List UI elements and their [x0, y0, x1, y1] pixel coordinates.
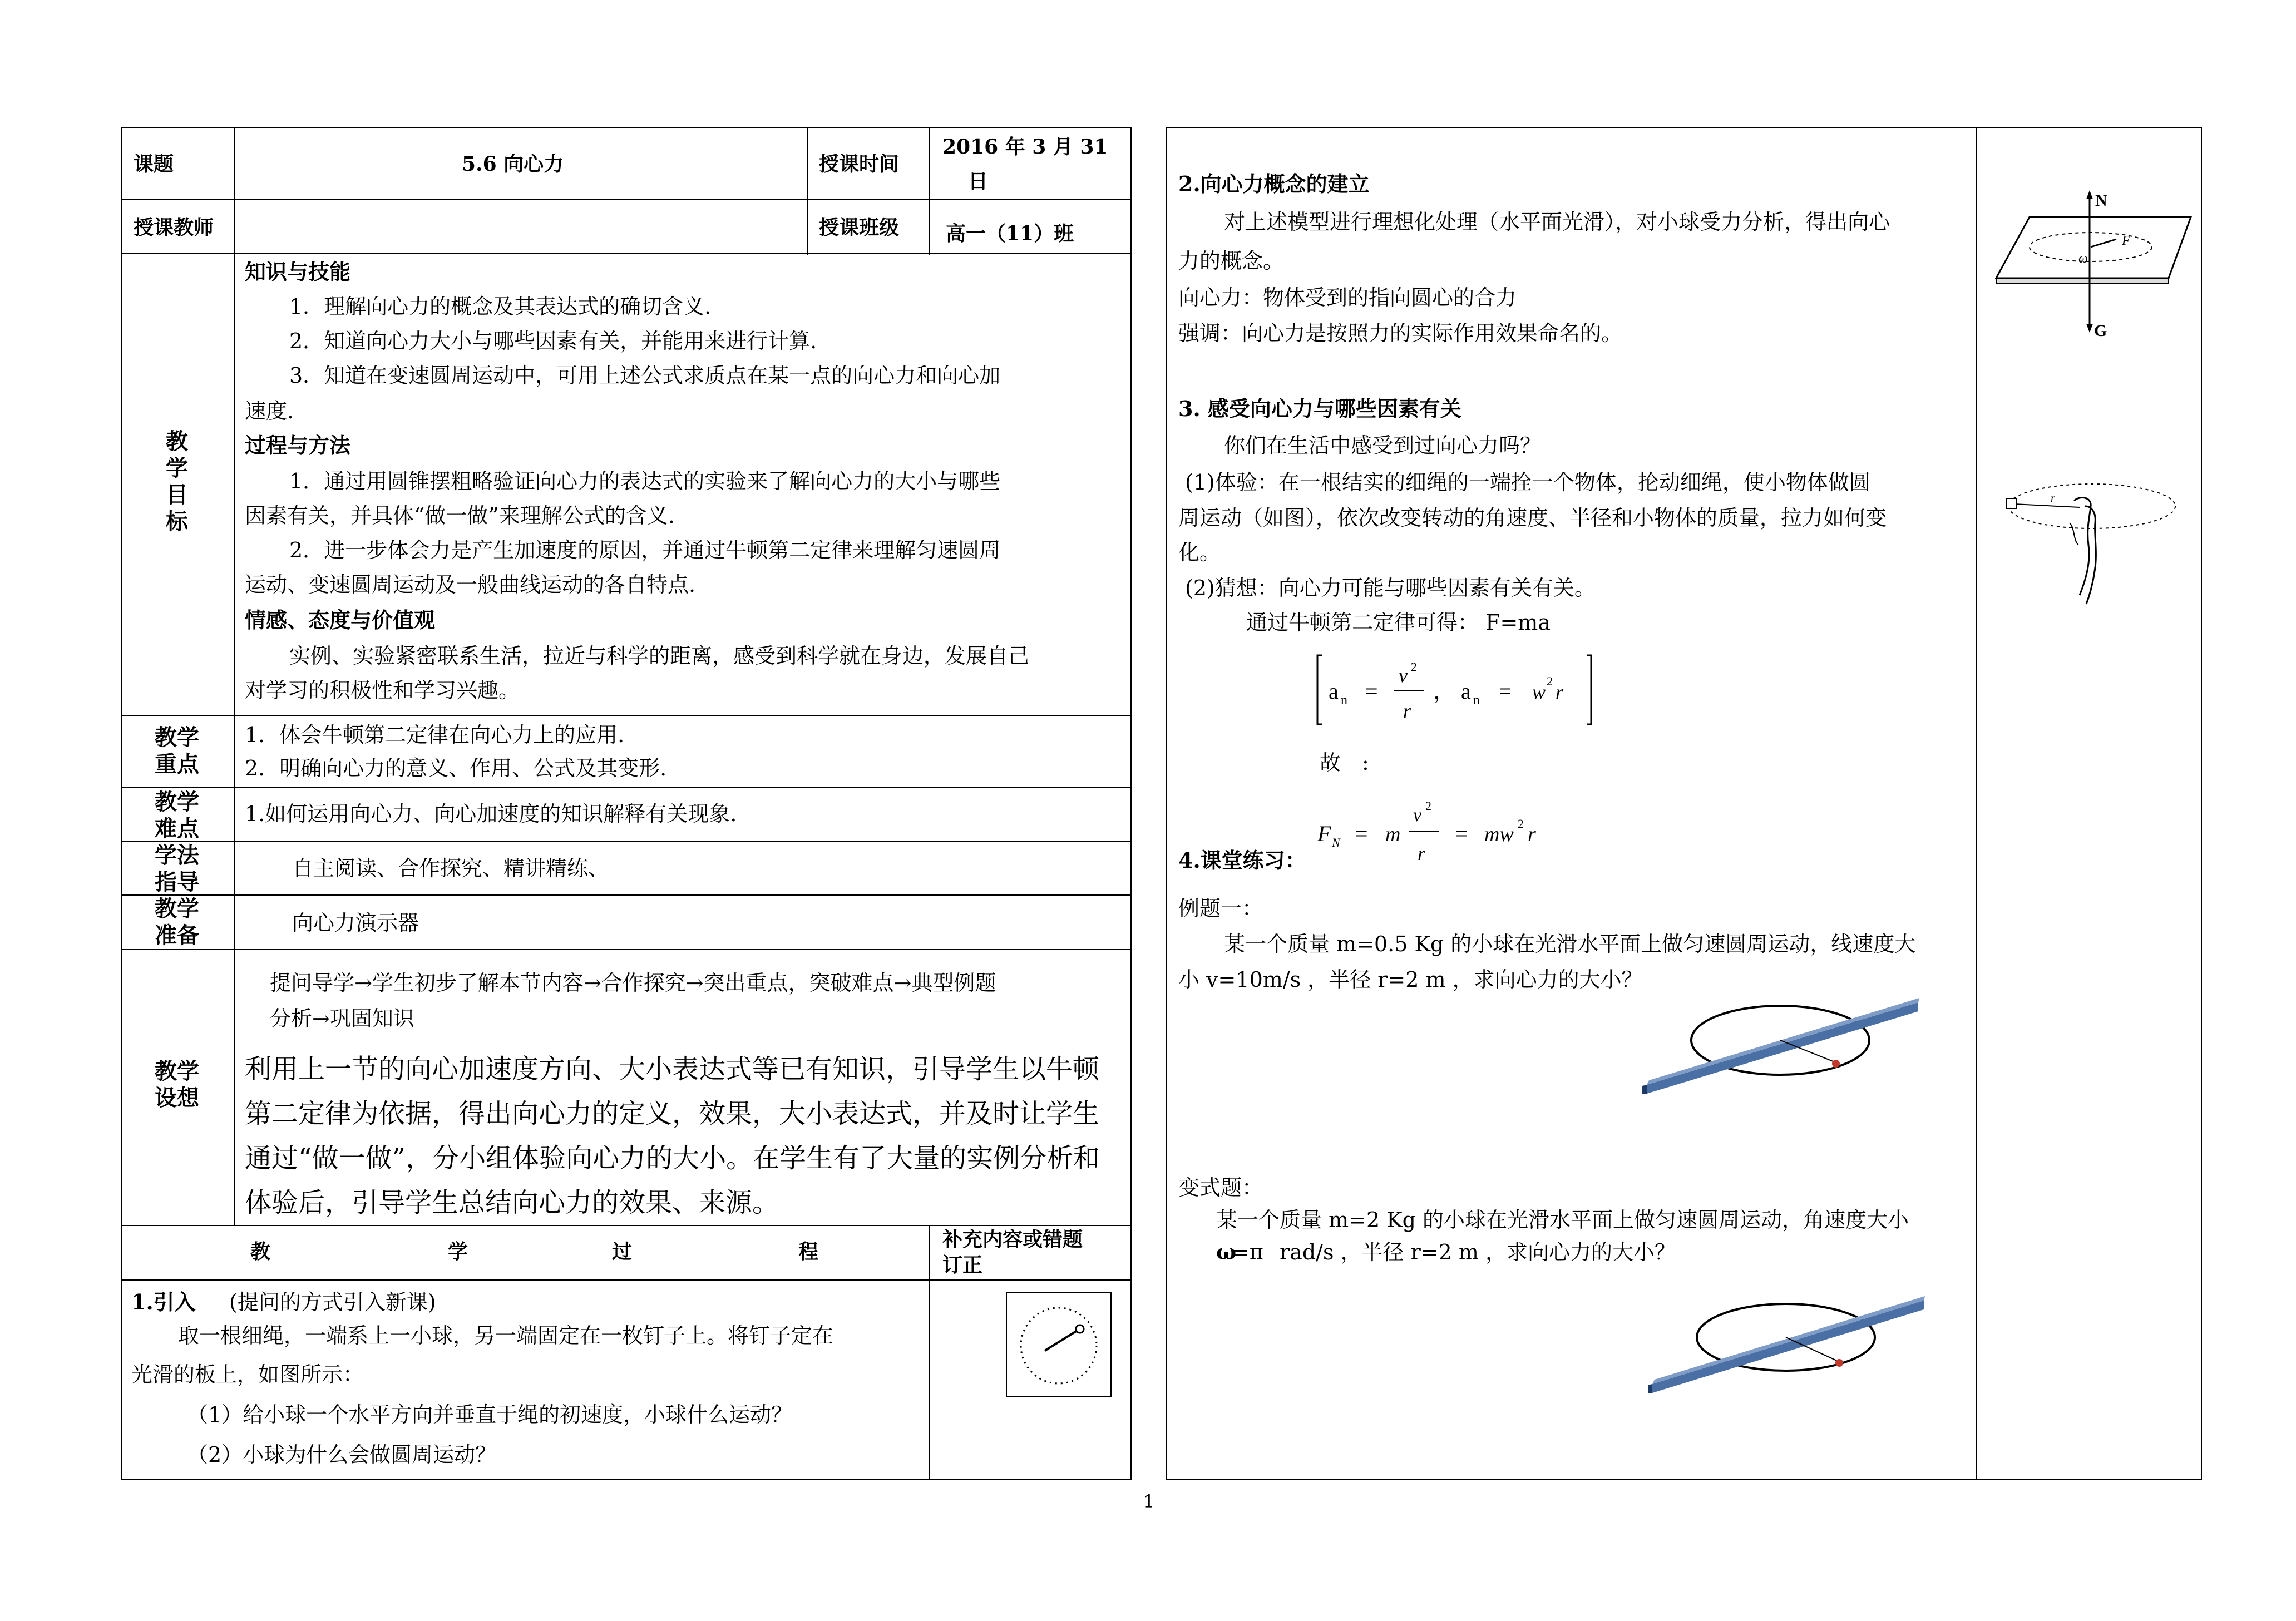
example-1-line-2: 小 v=10m/s ，半径 r=2 m ，求向心力的大小？ [1178, 967, 1643, 992]
goal-line: 1．通过用圆锥摆粗略验证向心力的表达式的实验来了解向心力的大小与哪些 [289, 469, 1001, 493]
process-header-1: 教 [250, 1240, 271, 1263]
hand-string-figure [2003, 473, 2192, 606]
col-line [929, 127, 930, 255]
svg-text:2: 2 [1425, 799, 1431, 813]
ball-icon [1832, 1060, 1840, 1068]
design-text-4: 体验后，引导学生总结向心力的效果、来源。 [245, 1187, 779, 1218]
topic-value: 5.6 向心力 [462, 152, 564, 176]
row-line [121, 787, 1132, 788]
design-text-3: 通过“做一做”，分小组体验向心力的大小。在学生有了大量的实例分析和 [245, 1143, 1100, 1174]
r-symbol-1: r [1403, 700, 1411, 722]
col-line [807, 127, 808, 255]
v-symbol: v [1399, 664, 1408, 686]
design-flow-1: 提问导学→学生初步了解本节内容→合作探究→突出重点，突破难点→典型例题 [270, 971, 996, 995]
process-header-2: 学 [448, 1240, 468, 1263]
time-value-1: 2016 年 3 月 31 [942, 135, 1108, 159]
fn-symbol: F [1317, 821, 1331, 846]
supplement-label-1: 补充内容或错题 [942, 1228, 1083, 1251]
r-symbol-4: r [1528, 823, 1536, 846]
intro-line-1: 取一根细绳，一端系上一小球，另一端固定在一枚钉子上。将钉子定在 [178, 1323, 834, 1348]
page-number: 1 [1143, 1491, 1155, 1512]
svg-text:2: 2 [1547, 674, 1553, 688]
mw-symbol: mw [1484, 823, 1514, 846]
row-line [121, 949, 1132, 950]
diff-label: 教学 难点 [155, 789, 199, 842]
force-formula [1315, 790, 1571, 873]
class-value: 高一（11）班 [946, 222, 1074, 245]
row-line [121, 253, 1132, 254]
goal-line: 2．知道向心力大小与哪些因素有关，并能用来进行计算. [289, 329, 817, 353]
plane-force-diagram [1985, 189, 2196, 350]
goal-line: 速度. [245, 399, 294, 423]
teacher-label: 授课教师 [134, 216, 214, 239]
equals-2: = [1499, 679, 1512, 704]
key-point-1: 1．体会牛顿第二定律在向心力上的应用. [245, 723, 625, 747]
fn-sub: N [1332, 836, 1340, 849]
section-3-line-4: 化。 [1178, 540, 1221, 565]
intro-line-2: 光滑的板上，如图所示： [131, 1362, 364, 1387]
goal-heading: 过程与方法 [245, 433, 351, 458]
section-3-line-2: (1)体验：在一根结实的细绳的一端拴一个物体，抡动细绳，使小物体做圆 [1185, 470, 1870, 495]
svg-text:2: 2 [1518, 817, 1524, 831]
goal-line: 实例、实验紧密联系生活，拉近与科学的距离，感受到科学就在身边，发展自己 [289, 644, 1030, 668]
circle-motion-figure [1006, 1292, 1112, 1397]
row-line [121, 894, 1132, 896]
row-line [121, 715, 1132, 716]
goal-heading: 知识与技能 [245, 259, 351, 284]
an-sub-1: n [1341, 693, 1347, 708]
an-sub-2: n [1473, 693, 1480, 708]
therefore-text: 故 : [1320, 750, 1369, 775]
section-2-line-4: 强调：向心力是按照力的实际作用效果命名的。 [1178, 321, 1623, 345]
comma: ， [1433, 679, 1455, 704]
difficulty-text: 1.如何运用向心力、向心加速度的知识解释有关现象. [245, 802, 737, 826]
design-flow-2: 分析→巩固知识 [270, 1006, 414, 1031]
variant-label: 变式题： [1178, 1175, 1263, 1200]
equals-1: = [1365, 679, 1378, 704]
col-line [929, 1225, 930, 1480]
design-text-2: 第二定律为依据，得出向心力的定义，效果，大小表达式，并及时让学生 [245, 1098, 1100, 1129]
rod-ellipse-figure-1 [1641, 996, 1930, 1101]
process-header-3: 过 [612, 1240, 633, 1263]
preparation-text: 向心力演示器 [292, 911, 419, 935]
time-label: 授课时间 [819, 152, 900, 176]
rod-bar [1652, 1301, 1924, 1393]
section-4-title: 4.课堂练习： [1178, 848, 1306, 873]
example-1-label: 例题一： [1178, 896, 1263, 921]
r-label: r [2051, 492, 2055, 505]
section-3-title: 3. 感受向心力与哪些因素有关 [1178, 396, 1461, 421]
goal-line: 因素有关，并具体“做一做”来理解公式的含义. [245, 503, 675, 528]
intro-subtitle: (提问的方式引入新课) [229, 1290, 436, 1314]
goal-line: 1．理解向心力的概念及其表达式的确切含义. [289, 294, 712, 319]
guide-label: 学法 指导 [155, 842, 199, 895]
design-text-1: 利用上一节的向心加速度方向、大小表达式等已有知识，引导学生以牛顿 [245, 1054, 1100, 1085]
svg-text:2: 2 [1411, 660, 1417, 674]
m-symbol: m [1385, 823, 1401, 846]
prep-label: 教学 准备 [155, 896, 199, 948]
variant-line-1: 某一个质量 m=2 Kg 的小球在光滑水平面上做匀速圆周运动，角速度大小 [1216, 1208, 1909, 1232]
an-symbol-2: a [1461, 679, 1471, 704]
col-line [1976, 127, 1977, 1480]
goal-line: 3．知道在变速圆周运动中，可用上述公式求质点在某一点的向心力和向心加 [289, 363, 1001, 388]
row-line [121, 199, 1132, 200]
n-label: N [2095, 191, 2107, 210]
goal-heading: 情感、态度与价值观 [245, 607, 436, 632]
key-label: 教学 重点 [155, 724, 199, 777]
omega-label: ω [2078, 251, 2088, 266]
variant-line-2: rad/s ，半径 r=2 m ，求向心力的大小？ [1280, 1240, 1676, 1264]
rod-ellipse-figure-2 [1647, 1291, 1936, 1402]
topic-label: 课题 [134, 152, 174, 176]
intro-title: 1.引入 [131, 1289, 196, 1314]
section-3-line-3: 周运动（如图），依次改变转动的角速度、半径和小物体的质量，拉力如何变 [1178, 506, 1887, 530]
goal-line: 2．进一步体会力是产生加速度的原因，并通过牛顿第二定律来理解匀速圆周 [289, 538, 1001, 562]
omega-symbol: ω [1216, 1239, 1237, 1264]
goal-line: 运动、变速圆周运动及一般曲线运动的各自特点. [245, 572, 696, 597]
intro-line-4: （2）小球为什么会做圆周运动？ [187, 1442, 497, 1467]
class-label: 授课班级 [819, 216, 900, 239]
acceleration-formula [1315, 645, 1593, 734]
r-symbol-2: r [1556, 681, 1564, 703]
section-2-line-2: 力的概念。 [1178, 249, 1285, 273]
rod-bar [1647, 1002, 1918, 1094]
example-1-line-1: 某一个质量 m=0.5 Kg 的小球在光滑水平面上做匀速圆周运动，线速度大 [1224, 932, 1916, 956]
key-point-2: 2．明确向心力的意义、作用、公式及其变形. [245, 756, 667, 780]
equals-4: = [1455, 821, 1468, 846]
w-symbol: w [1532, 681, 1546, 703]
col-line [234, 127, 235, 1225]
time-value-2: 日 [968, 170, 989, 193]
f-label: F [2122, 234, 2130, 248]
goal-line: 对学习的积极性和学习兴趣。 [245, 678, 520, 703]
section-2-title: 2.向心力概念的建立 [1178, 171, 1370, 196]
v-symbol-2: v [1413, 805, 1422, 826]
design-label: 教学 设想 [155, 1058, 199, 1111]
study-guide-text: 自主阅读、合作探究、精讲精练、 [292, 856, 610, 881]
process-header-4: 程 [798, 1240, 819, 1263]
row-line [121, 841, 1132, 842]
section-2-line-3: 向心力：物体受到的指向圆心的合力 [1178, 285, 1517, 310]
row-line [121, 1279, 1132, 1281]
g-label: G [2094, 322, 2107, 340]
equals-3: = [1355, 821, 1368, 846]
an-symbol-1: a [1329, 679, 1339, 704]
r-symbol-3: r [1418, 842, 1426, 864]
supplement-label-2: 订正 [942, 1253, 983, 1277]
section-3-line-1: 你们在生活中感受到过向心力吗？ [1224, 433, 1542, 458]
goals-label: 教 学 目 标 [166, 428, 188, 535]
section-3-line-6: 通过牛顿第二定律可得： F=ma [1246, 610, 1551, 635]
intro-line-3: （1）给小球一个水平方向并垂直于绳的初速度，小球什么运动？ [187, 1402, 793, 1427]
omega-value: =π [1232, 1240, 1263, 1264]
ball-icon [1835, 1359, 1843, 1367]
section-2-line-1: 对上述模型进行理想化处理（水平面光滑），对小球受力分析，得出向心 [1224, 210, 1890, 234]
section-3-line-5: (2)猜想：向心力可能与哪些因素有关有关。 [1185, 576, 1596, 600]
